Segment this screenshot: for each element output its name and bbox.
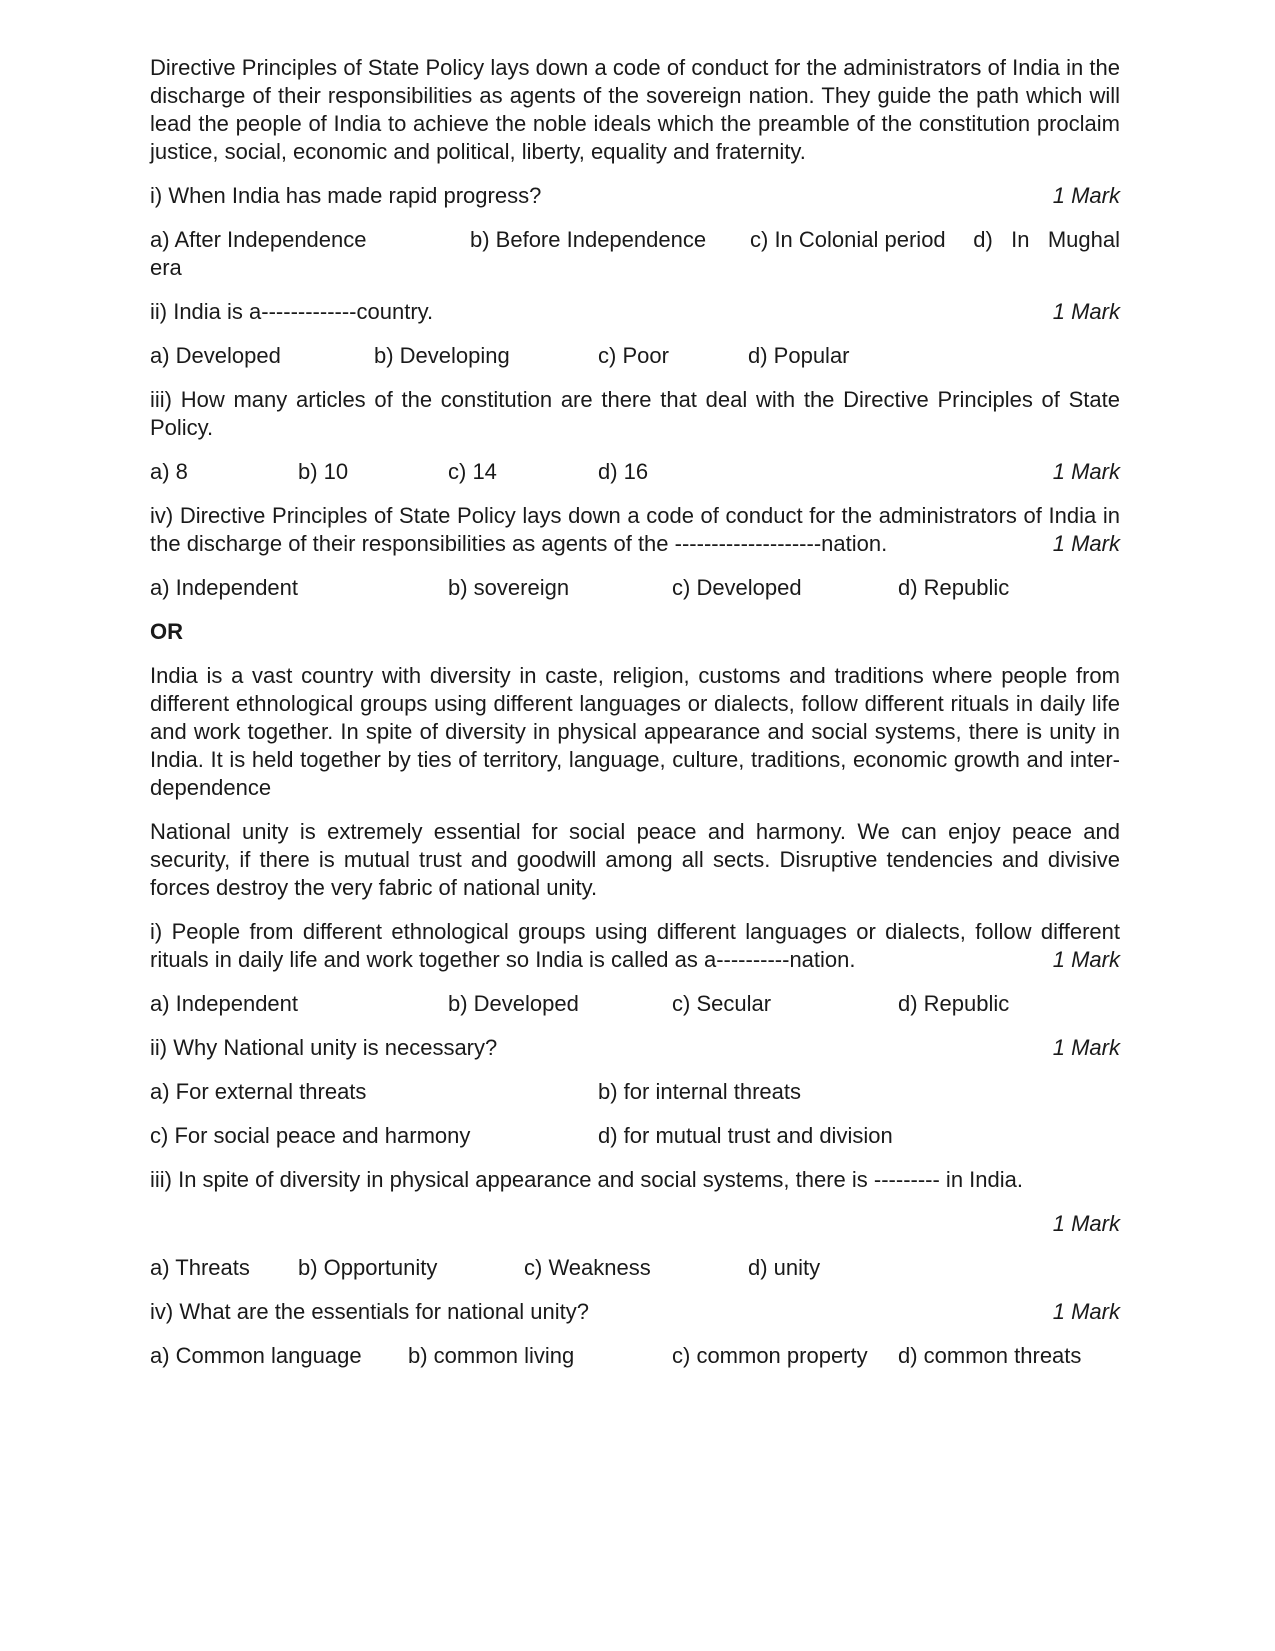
set2-question-2 xyxy=(150,1034,1120,1062)
set1-question-1 xyxy=(150,182,1120,210)
set1-question-2 xyxy=(150,298,1120,326)
mark-label: 1 Mark xyxy=(1052,947,1120,972)
set2-q3-options xyxy=(150,1254,1120,1282)
option-b: b) common living xyxy=(408,1343,575,1368)
set2-q2-options-row1 xyxy=(150,1078,1120,1106)
mark-label: 1 Mark xyxy=(1052,299,1120,324)
option-d: d) Republic xyxy=(898,575,1010,600)
option-a: a) Independent xyxy=(150,575,299,600)
option-c: c) For social peace and harmony xyxy=(150,1123,471,1148)
passage-national-unity: National unity is extremely essential for social peace and harmony. We can enjoy peace and security, if there is mutual trust and goodwill among all sects. Disruptive tendencies and divisive forces destroy the very fabric of national unity. xyxy=(150,819,1120,900)
set1-question-4 xyxy=(150,502,1120,558)
option-c: c) Weakness xyxy=(524,1255,651,1280)
option-d: d) Popular xyxy=(748,343,850,368)
question-text: i) People from different ethnological groups using different languages or dialects, follow different rituals in daily life and work together so India is called as a----------nation. xyxy=(150,919,1120,972)
mark-label: 1 Mark xyxy=(1052,1035,1120,1060)
passage-diversity: India is a vast country with diversity in caste, religion, customs and traditions where people from different ethnological groups using different languages or dialects, follow different rituals in daily life and work together. In spite of diversity in physical appearance and social systems, there is unity in India. It is held together by ties of territory, language, culture, traditions, economic growth and inter-dependence xyxy=(150,663,1120,800)
set1-question-3: iii) How many articles of the constitution are there that deal with the Directive Principles of State Policy. xyxy=(150,387,1120,440)
or-separator: OR xyxy=(150,619,183,644)
set1-q2-options xyxy=(150,342,1120,370)
mark-label: 1 Mark xyxy=(1052,459,1120,484)
option-c: c) 14 xyxy=(448,459,497,484)
option-c: c) Developed xyxy=(672,575,802,600)
set2-q1-options xyxy=(150,990,1120,1018)
question-text: iv) What are the essentials for national unity? xyxy=(150,1299,590,1324)
passage-dpsp: Directive Principles of State Policy lays down a code of conduct for the administrators of India in the discharge of their responsibilities as agents of the sovereign nation. They guide the path which will lead the people of India to achieve the noble ideals which the preamble of the constitution proclaim justice, social, economic and political, liberty, equality and fraternity. xyxy=(150,55,1120,164)
option-c: c) In Colonial period xyxy=(750,227,946,252)
option-a: a) Developed xyxy=(150,343,281,368)
option-d: d) 16 xyxy=(598,459,649,484)
question-text: ii) India is a-------------country. xyxy=(150,299,434,324)
question-text: iv) Directive Principles of State Policy lays down a code of conduct for the administrators of India in the discharge of their responsibilities as agents of the --------------------nation. xyxy=(150,503,1120,556)
option-c: c) Poor xyxy=(598,343,669,368)
option-b: b) Developing xyxy=(374,343,510,368)
option-a: a) 8 xyxy=(150,459,188,484)
option-d: d) common threats xyxy=(898,1343,1082,1368)
set1-q1-options xyxy=(150,226,1120,282)
set2-q2-options-row2 xyxy=(150,1122,1120,1150)
worksheet-page xyxy=(150,54,1120,1386)
set1-q4-options xyxy=(150,574,1120,602)
option-a: a) Threats xyxy=(150,1255,250,1280)
option-b: b) Developed xyxy=(448,991,579,1016)
option-d: d) unity xyxy=(748,1255,821,1280)
set2-question-1 xyxy=(150,918,1120,974)
option-b: b) Opportunity xyxy=(298,1255,438,1280)
set1-q3-options xyxy=(150,458,1120,486)
option-d: d) Republic xyxy=(898,991,1010,1016)
option-a: a) For external threats xyxy=(150,1079,367,1104)
mark-label: 1 Mark xyxy=(1052,531,1120,556)
set2-question-4 xyxy=(150,1298,1120,1326)
question-text: i) When India has made rapid progress? xyxy=(150,183,542,208)
option-c: c) Secular xyxy=(672,991,772,1016)
option-a: a) After Independence xyxy=(150,227,367,252)
option-d: d) In Mughal xyxy=(973,227,1120,252)
option-d: d) for mutual trust and division xyxy=(598,1123,893,1148)
option-a: a) Common language xyxy=(150,1343,362,1368)
mark-label: 1 Mark xyxy=(1052,1299,1120,1324)
option-b: b) sovereign xyxy=(448,575,570,600)
option-b: b) 10 xyxy=(298,459,349,484)
option-b: b) for internal threats xyxy=(598,1079,801,1104)
question-text: ii) Why National unity is necessary? xyxy=(150,1035,498,1060)
option-a: a) Independent xyxy=(150,991,299,1016)
option-c: c) common property xyxy=(672,1343,868,1368)
set2-question-3: iii) In spite of diversity in physical appearance and social systems, there is --------- in India. xyxy=(150,1167,1023,1192)
mark-label: 1 Mark xyxy=(1052,1211,1120,1236)
set2-q4-options xyxy=(150,1342,1120,1370)
option-d-continued: era xyxy=(150,255,182,280)
option-b: b) Before Independence xyxy=(470,227,707,252)
mark-label: 1 Mark xyxy=(1052,183,1120,208)
